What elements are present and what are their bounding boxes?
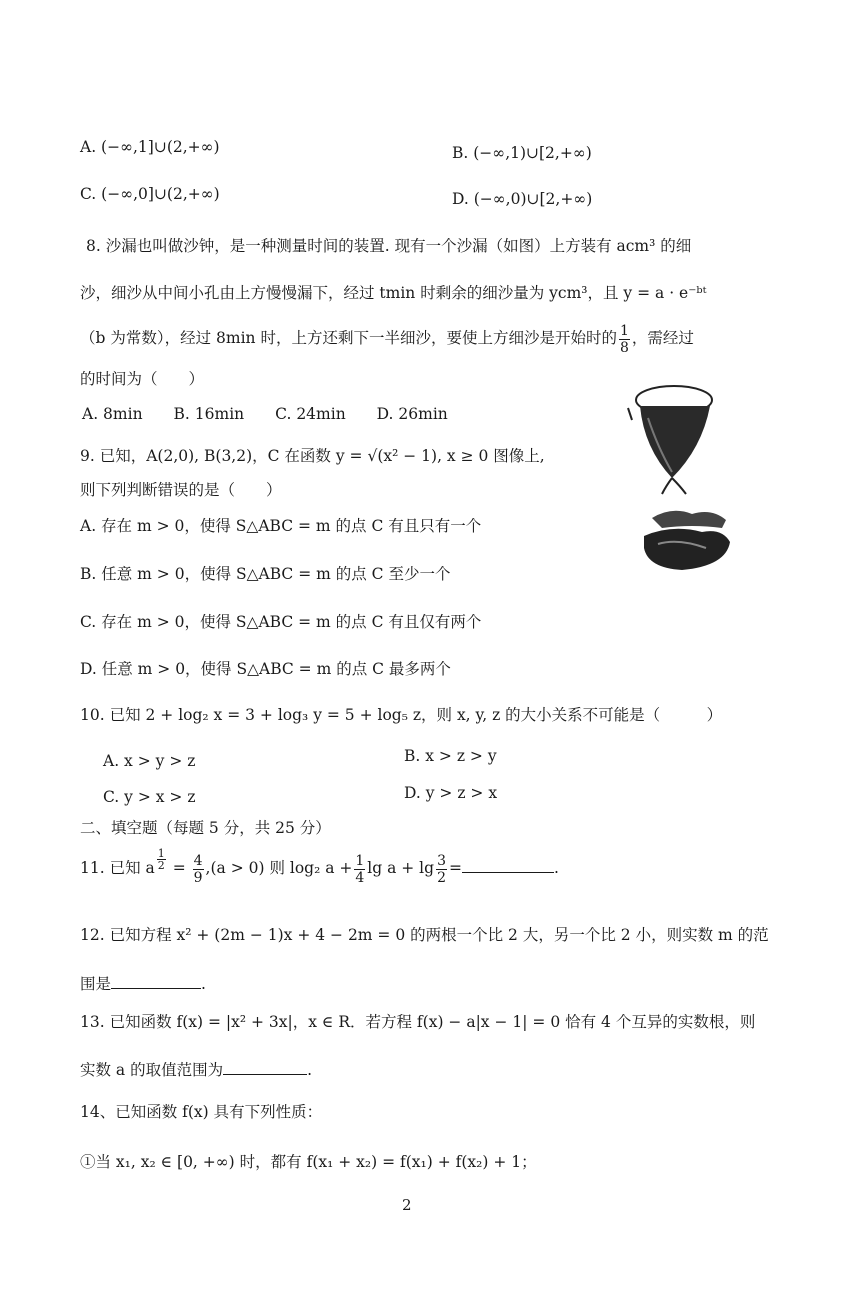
exponent-denominator: 2	[157, 859, 165, 872]
q11-middle: lg a + lg	[367, 859, 435, 877]
fraction-numerator: 4	[193, 852, 203, 869]
hourglass-icon	[622, 378, 734, 578]
fraction-numerator: 1	[619, 322, 629, 339]
hourglass-figure	[622, 378, 734, 578]
exponent-numerator: 1	[157, 847, 165, 860]
q10-option-a: A. x > y > z	[103, 752, 196, 770]
q7-option-c: C. (−∞,0]∪(2,+∞)	[80, 185, 220, 203]
q12-line-2-end: .	[201, 975, 206, 993]
q10-option-b: B. x > z > y	[404, 747, 497, 765]
fraction-denominator: 2	[437, 869, 446, 886]
q12-line-2-start: 围是	[80, 975, 112, 993]
page-number: 2	[402, 1196, 412, 1214]
q11-condition: ,(a > 0) 则 log₂ a +	[205, 859, 353, 877]
q8-line-1: 8. 沙漏也叫做沙钟，是一种测量时间的装置. 现有一个沙漏（如图）上方装有 acm³ 的细	[86, 237, 692, 255]
q12-line-2	[80, 974, 206, 994]
q8-line-3-end: ，需经过	[631, 329, 694, 347]
q9-option-b: B. 任意 m > 0，使得 S△ABC = m 的点 C 至少一个	[80, 565, 451, 583]
q7-option-b: B. (−∞,1)∪[2,+∞)	[452, 144, 592, 162]
q10-option-d: D. y > z > x	[404, 784, 498, 802]
q11-end: .	[554, 859, 559, 877]
q8-options: A. 8min B. 16min C. 24min D. 26min	[82, 405, 448, 423]
q8-line-4: 的时间为（ ）	[80, 370, 205, 388]
q11-line	[80, 848, 559, 888]
q8-line-3-start: （b 为常数），经过 8min 时，上方还剩下一半细沙，要使上方细沙是开始时的	[80, 329, 617, 347]
section-heading-fill-in: 二、填空题（每题 5 分，共 25 分）	[80, 819, 331, 837]
q13-line-2-end: .	[307, 1061, 313, 1079]
fraction-four-ninths	[193, 853, 204, 886]
exponent-fraction	[157, 848, 166, 871]
fraction-three-halves	[436, 853, 447, 886]
answer-blank[interactable]	[223, 1074, 307, 1075]
fraction-denominator: 8	[619, 339, 629, 356]
q13-line-2-start: 实数 a 的取值范围为	[80, 1061, 224, 1079]
answer-blank[interactable]	[111, 988, 201, 989]
q11-equals: =	[172, 859, 186, 877]
fraction-one-quarter	[354, 853, 365, 886]
fraction-denominator: 4	[355, 869, 365, 886]
q7-option-d: D. (−∞,0)∪[2,+∞)	[452, 190, 593, 208]
q11-tail: =	[449, 859, 462, 877]
q10-stem: 10. 已知 2 + log₂ x = 3 + log₃ y = 5 + log₅ z，则 x, y, z 的大小关系不可能是（ ）	[80, 706, 723, 724]
fraction-one-eighth	[619, 323, 630, 356]
q11-prefix: 11. 已知 a	[80, 859, 155, 877]
answer-blank[interactable]	[462, 872, 554, 873]
q9-line-2: 则下列判断错误的是（ ）	[80, 481, 282, 499]
fraction-numerator: 3	[437, 852, 446, 869]
fraction-numerator: 1	[355, 852, 365, 869]
q9-line-1: 9. 已知，A(2,0), B(3,2)，C 在函数 y = √(x² − 1), x ≥ 0 图像上,	[80, 447, 545, 465]
q9-option-a: A. 存在 m > 0，使得 S△ABC = m 的点 C 有且只有一个	[80, 517, 482, 535]
q13-line-1: 13. 已知函数 f(x) = |x² + 3x|，x ∈ R．若方程 f(x) − a|x − 1| = 0 恰有 4 个互异的实数根，则	[80, 1013, 756, 1031]
q13-line-2	[80, 1060, 312, 1080]
q7-option-a: A. (−∞,1]∪(2,+∞)	[80, 138, 220, 156]
q8-line-3	[80, 320, 694, 356]
fraction-denominator: 9	[193, 869, 203, 886]
q14-line-2: ①当 x₁, x₂ ∈ [0, +∞) 时，都有 f(x₁ + x₂) = f(x₁) + f(x₂) + 1；	[80, 1153, 537, 1171]
q12-line-1: 12. 已知方程 x² + (2m − 1)x + 4 − 2m = 0 的两根一个比 2 大，另一个比 2 小，则实数 m 的范	[80, 926, 769, 944]
q9-option-d: D. 任意 m > 0，使得 S△ABC = m 的点 C 最多两个	[80, 660, 451, 678]
q9-option-c: C. 存在 m > 0，使得 S△ABC = m 的点 C 有且仅有两个	[80, 613, 482, 631]
q14-line-1: 14、已知函数 f(x) 具有下列性质：	[80, 1103, 323, 1121]
q8-line-2: 沙，细沙从中间小孔由上方慢慢漏下，经过 tmin 时剩余的细沙量为 ycm³，且 y = a · e⁻ᵇᵗ	[80, 284, 707, 302]
q10-option-c: C. y > x > z	[103, 788, 196, 806]
